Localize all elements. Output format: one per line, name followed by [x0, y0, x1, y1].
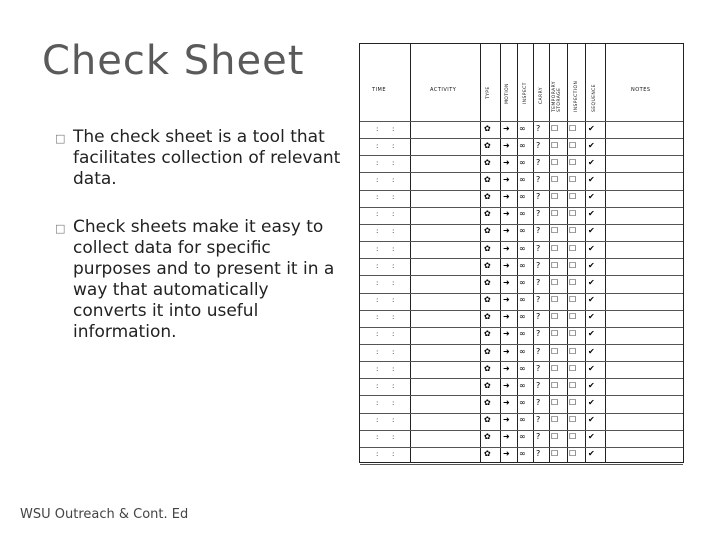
box2-checkbox-icon[interactable]: ☐: [569, 346, 577, 356]
time-colon-hour[interactable]: :: [376, 347, 379, 356]
box2-checkbox-icon[interactable]: ☐: [569, 432, 577, 442]
grid-column-line: [500, 44, 501, 462]
operation-checkbox-icon[interactable]: ✿: [484, 432, 491, 442]
box2-checkbox-icon[interactable]: ☐: [569, 277, 577, 287]
operation-checkbox-icon[interactable]: ✿: [484, 329, 491, 339]
bullet-text: Check sheets make it easy to collect data for specific purposes and to present it in a way that automatically converts it into useful information.: [73, 217, 335, 342]
time-colon-hour[interactable]: :: [376, 124, 379, 133]
square-bullet-icon: □: [55, 222, 66, 235]
check-checkbox-icon[interactable]: ✔: [588, 140, 595, 150]
operation-checkbox-icon[interactable]: ✿: [484, 346, 491, 356]
check-checkbox-icon[interactable]: ✔: [588, 209, 595, 219]
box1-checkbox-icon[interactable]: ☐: [551, 329, 559, 339]
time-colon-min[interactable]: :: [392, 364, 395, 373]
time-colon-hour[interactable]: :: [376, 296, 379, 305]
box1-checkbox-icon[interactable]: ☐: [551, 397, 559, 407]
bullet-item: [55, 127, 345, 190]
transport-checkbox-icon[interactable]: ➜: [503, 260, 510, 270]
header-time: TIME: [372, 87, 387, 93]
operation-checkbox-icon[interactable]: ✿: [484, 449, 491, 459]
box2-checkbox-icon[interactable]: ☐: [569, 243, 577, 253]
page-title: Check Sheet: [42, 38, 305, 84]
delay-checkbox-icon[interactable]: ∞: [519, 415, 526, 425]
time-colon-min[interactable]: :: [392, 330, 395, 339]
transport-checkbox-icon[interactable]: ➜: [503, 209, 510, 219]
footer-text: WSU Outreach & Cont. Ed: [20, 507, 189, 522]
grid-column-line: [605, 44, 606, 462]
time-colon-min[interactable]: :: [392, 227, 395, 236]
time-colon-min[interactable]: :: [392, 416, 395, 425]
grid-row-line: [360, 447, 683, 448]
time-colon-hour[interactable]: :: [376, 261, 379, 270]
time-colon-min[interactable]: :: [392, 313, 395, 322]
box1-checkbox-icon[interactable]: ☐: [551, 380, 559, 390]
grid-row-line: [360, 241, 683, 242]
operation-checkbox-icon[interactable]: ✿: [484, 157, 491, 167]
box1-checkbox-icon[interactable]: ☐: [551, 346, 559, 356]
box2-checkbox-icon[interactable]: ☐: [569, 380, 577, 390]
question-checkbox-icon[interactable]: ?: [536, 363, 541, 373]
time-colon-min[interactable]: :: [392, 244, 395, 253]
transport-checkbox-icon[interactable]: ➜: [503, 449, 510, 459]
grid-column-line: [410, 44, 411, 462]
time-colon-hour[interactable]: :: [376, 313, 379, 322]
transport-checkbox-icon[interactable]: ➜: [503, 277, 510, 287]
check-checkbox-icon[interactable]: ✔: [588, 243, 595, 253]
check-checkbox-icon[interactable]: ✔: [588, 449, 595, 459]
time-colon-hour[interactable]: :: [376, 364, 379, 373]
delay-checkbox-icon[interactable]: ∞: [519, 157, 526, 167]
time-colon-hour[interactable]: :: [376, 416, 379, 425]
time-colon-hour[interactable]: :: [376, 158, 379, 167]
delay-checkbox-icon[interactable]: ∞: [519, 123, 526, 133]
grid-row-line: [360, 344, 683, 345]
delay-checkbox-icon[interactable]: ∞: [519, 260, 526, 270]
box1-checkbox-icon[interactable]: ☐: [551, 175, 559, 185]
check-checkbox-icon[interactable]: ✔: [588, 346, 595, 356]
operation-checkbox-icon[interactable]: ✿: [484, 277, 491, 287]
box1-checkbox-icon[interactable]: ☐: [551, 312, 559, 322]
check-checkbox-icon[interactable]: ✔: [588, 295, 595, 305]
operation-checkbox-icon[interactable]: ✿: [484, 243, 491, 253]
box1-checkbox-icon[interactable]: ☐: [551, 260, 559, 270]
transport-checkbox-icon[interactable]: ➜: [503, 123, 510, 133]
transport-checkbox-icon[interactable]: ➜: [503, 397, 510, 407]
box2-checkbox-icon[interactable]: ☐: [569, 260, 577, 270]
time-colon-min[interactable]: :: [392, 210, 395, 219]
time-colon-hour[interactable]: :: [376, 398, 379, 407]
time-colon-hour[interactable]: :: [376, 381, 379, 390]
time-colon-min[interactable]: :: [392, 278, 395, 287]
question-checkbox-icon[interactable]: ?: [536, 380, 541, 390]
time-colon-hour[interactable]: :: [376, 244, 379, 253]
box2-checkbox-icon[interactable]: ☐: [569, 295, 577, 305]
box2-checkbox-icon[interactable]: ☐: [569, 209, 577, 219]
operation-checkbox-icon[interactable]: ✿: [484, 123, 491, 133]
grid-row-line: [360, 464, 683, 465]
time-colon-min[interactable]: :: [392, 450, 395, 459]
time-colon-min[interactable]: :: [392, 347, 395, 356]
box2-checkbox-icon[interactable]: ☐: [569, 397, 577, 407]
header-sequence: SEQUENCE: [592, 84, 597, 112]
time-colon-hour[interactable]: :: [376, 330, 379, 339]
grid-column-line: [533, 44, 534, 462]
delay-checkbox-icon[interactable]: ∞: [519, 226, 526, 236]
grid-row-line: [360, 275, 683, 276]
question-checkbox-icon[interactable]: ?: [536, 260, 541, 270]
transport-checkbox-icon[interactable]: ➜: [503, 312, 510, 322]
header-inspect: INSPECT: [523, 82, 528, 104]
transport-checkbox-icon[interactable]: ➜: [503, 363, 510, 373]
question-checkbox-icon[interactable]: ?: [536, 226, 541, 236]
box1-checkbox-icon[interactable]: ☐: [551, 226, 559, 236]
delay-checkbox-icon[interactable]: ∞: [519, 312, 526, 322]
time-colon-hour[interactable]: :: [376, 278, 379, 287]
box1-checkbox-icon[interactable]: ☐: [551, 432, 559, 442]
box2-checkbox-icon[interactable]: ☐: [569, 192, 577, 202]
time-colon-min[interactable]: :: [392, 176, 395, 185]
box2-checkbox-icon[interactable]: ☐: [569, 415, 577, 425]
delay-checkbox-icon[interactable]: ∞: [519, 397, 526, 407]
delay-checkbox-icon[interactable]: ∞: [519, 329, 526, 339]
header-motion: MOTION: [505, 83, 510, 104]
transport-checkbox-icon[interactable]: ➜: [503, 295, 510, 305]
time-colon-hour[interactable]: :: [376, 210, 379, 219]
operation-checkbox-icon[interactable]: ✿: [484, 380, 491, 390]
time-colon-min[interactable]: :: [392, 261, 395, 270]
delay-checkbox-icon[interactable]: ∞: [519, 449, 526, 459]
grid-row-line: [360, 258, 683, 259]
transport-checkbox-icon[interactable]: ➜: [503, 192, 510, 202]
operation-checkbox-icon[interactable]: ✿: [484, 192, 491, 202]
check-checkbox-icon[interactable]: ✔: [588, 260, 595, 270]
box2-checkbox-icon[interactable]: ☐: [569, 175, 577, 185]
transport-checkbox-icon[interactable]: ➜: [503, 329, 510, 339]
delay-checkbox-icon[interactable]: ∞: [519, 432, 526, 442]
grid-row-line: [360, 430, 683, 431]
grid-row-line: [360, 413, 683, 414]
question-checkbox-icon[interactable]: ?: [536, 243, 541, 253]
check-checkbox-icon[interactable]: ✔: [588, 192, 595, 202]
box1-checkbox-icon[interactable]: ☐: [551, 363, 559, 373]
grid-row-line: [360, 172, 683, 173]
box1-checkbox-icon[interactable]: ☐: [551, 449, 559, 459]
transport-checkbox-icon[interactable]: ➜: [503, 157, 510, 167]
time-colon-hour[interactable]: :: [376, 227, 379, 236]
time-colon-min[interactable]: :: [392, 398, 395, 407]
operation-checkbox-icon[interactable]: ✿: [484, 295, 491, 305]
question-checkbox-icon[interactable]: ?: [536, 397, 541, 407]
check-checkbox-icon[interactable]: ✔: [588, 380, 595, 390]
check-checkbox-icon[interactable]: ✔: [588, 277, 595, 287]
question-checkbox-icon[interactable]: ?: [536, 312, 541, 322]
delay-checkbox-icon[interactable]: ∞: [519, 295, 526, 305]
grid-row-line: [360, 395, 683, 396]
box1-checkbox-icon[interactable]: ☐: [551, 157, 559, 167]
check-checkbox-icon[interactable]: ✔: [588, 415, 595, 425]
check-checkbox-icon[interactable]: ✔: [588, 123, 595, 133]
header-activity: ACTIVITY: [430, 87, 457, 93]
question-checkbox-icon[interactable]: ?: [536, 415, 541, 425]
box1-checkbox-icon[interactable]: ☐: [551, 209, 559, 219]
check-checkbox-icon[interactable]: ✔: [588, 329, 595, 339]
transport-checkbox-icon[interactable]: ➜: [503, 432, 510, 442]
time-colon-min[interactable]: :: [392, 141, 395, 150]
operation-checkbox-icon[interactable]: ✿: [484, 363, 491, 373]
question-checkbox-icon[interactable]: ?: [536, 140, 541, 150]
delay-checkbox-icon[interactable]: ∞: [519, 192, 526, 202]
operation-checkbox-icon[interactable]: ✿: [484, 397, 491, 407]
question-checkbox-icon[interactable]: ?: [536, 295, 541, 305]
question-checkbox-icon[interactable]: ?: [536, 192, 541, 202]
grid-row-line: [360, 207, 683, 208]
question-checkbox-icon[interactable]: ?: [536, 432, 541, 442]
box2-checkbox-icon[interactable]: ☐: [569, 329, 577, 339]
box1-checkbox-icon[interactable]: ☐: [551, 277, 559, 287]
check-checkbox-icon[interactable]: ✔: [588, 363, 595, 373]
check-checkbox-icon[interactable]: ✔: [588, 312, 595, 322]
transport-checkbox-icon[interactable]: ➜: [503, 243, 510, 253]
transport-checkbox-icon[interactable]: ➜: [503, 175, 510, 185]
delay-checkbox-icon[interactable]: ∞: [519, 175, 526, 185]
bullet-list: [55, 127, 345, 370]
transport-checkbox-icon[interactable]: ➜: [503, 380, 510, 390]
question-checkbox-icon[interactable]: ?: [536, 329, 541, 339]
grid-row-line: [360, 190, 683, 191]
operation-checkbox-icon[interactable]: ✿: [484, 415, 491, 425]
delay-checkbox-icon[interactable]: ∞: [519, 209, 526, 219]
delay-checkbox-icon[interactable]: ∞: [519, 380, 526, 390]
time-colon-min[interactable]: :: [392, 158, 395, 167]
check-checkbox-icon[interactable]: ✔: [588, 397, 595, 407]
operation-checkbox-icon[interactable]: ✿: [484, 226, 491, 236]
header-temporary-storage: TEMPORARY STORAGE: [552, 81, 562, 112]
question-checkbox-icon[interactable]: ?: [536, 277, 541, 287]
transport-checkbox-icon[interactable]: ➜: [503, 140, 510, 150]
operation-checkbox-icon[interactable]: ✿: [484, 209, 491, 219]
time-colon-hour[interactable]: :: [376, 450, 379, 459]
grid-column-line: [480, 44, 481, 462]
square-bullet-icon: □: [55, 132, 66, 145]
operation-checkbox-icon[interactable]: ✿: [484, 140, 491, 150]
delay-checkbox-icon[interactable]: ∞: [519, 277, 526, 287]
box2-checkbox-icon[interactable]: ☐: [569, 363, 577, 373]
delay-checkbox-icon[interactable]: ∞: [519, 363, 526, 373]
question-checkbox-icon[interactable]: ?: [536, 346, 541, 356]
question-checkbox-icon[interactable]: ?: [536, 175, 541, 185]
delay-checkbox-icon[interactable]: ∞: [519, 140, 526, 150]
question-checkbox-icon[interactable]: ?: [536, 123, 541, 133]
box2-checkbox-icon[interactable]: ☐: [569, 157, 577, 167]
check-checkbox-icon[interactable]: ✔: [588, 157, 595, 167]
check-sheet-form: [359, 43, 684, 463]
operation-checkbox-icon[interactable]: ✿: [484, 175, 491, 185]
box1-checkbox-icon[interactable]: ☐: [551, 243, 559, 253]
box2-checkbox-icon[interactable]: ☐: [569, 226, 577, 236]
grid-column-line: [549, 44, 550, 462]
transport-checkbox-icon[interactable]: ➜: [503, 346, 510, 356]
grid-row-line: [360, 293, 683, 294]
check-checkbox-icon[interactable]: ✔: [588, 175, 595, 185]
grid-column-line: [517, 44, 518, 462]
grid-row-line: [360, 224, 683, 225]
grid-row-line: [360, 155, 683, 156]
box2-checkbox-icon[interactable]: ☐: [569, 140, 577, 150]
grid-row-line: [360, 361, 683, 362]
transport-checkbox-icon[interactable]: ➜: [503, 226, 510, 236]
question-checkbox-icon[interactable]: ?: [536, 157, 541, 167]
header-inspection: INSPECTION: [574, 80, 579, 112]
grid-column-line: [585, 44, 586, 462]
box1-checkbox-icon[interactable]: ☐: [551, 295, 559, 305]
check-checkbox-icon[interactable]: ✔: [588, 226, 595, 236]
grid-row-line: [360, 327, 683, 328]
time-colon-hour[interactable]: :: [376, 176, 379, 185]
time-colon-hour[interactable]: :: [376, 141, 379, 150]
box2-checkbox-icon[interactable]: ☐: [569, 312, 577, 322]
operation-checkbox-icon[interactable]: ✿: [484, 260, 491, 270]
transport-checkbox-icon[interactable]: ➜: [503, 415, 510, 425]
box1-checkbox-icon[interactable]: ☐: [551, 192, 559, 202]
grid-row-line: [360, 310, 683, 311]
box2-checkbox-icon[interactable]: ☐: [569, 123, 577, 133]
box1-checkbox-icon[interactable]: ☐: [551, 140, 559, 150]
time-colon-min[interactable]: :: [392, 381, 395, 390]
grid-column-line: [567, 44, 568, 462]
time-colon-hour[interactable]: :: [376, 433, 379, 442]
box1-checkbox-icon[interactable]: ☐: [551, 123, 559, 133]
grid-row-line: [360, 378, 683, 379]
question-checkbox-icon[interactable]: ?: [536, 209, 541, 219]
bullet-text: The check sheet is a tool that facilitates collection of relevant data.: [73, 127, 341, 189]
header-carry: CARRY: [539, 87, 544, 104]
delay-checkbox-icon[interactable]: ∞: [519, 243, 526, 253]
grid-row-line: [360, 138, 683, 139]
box1-checkbox-icon[interactable]: ☐: [551, 415, 559, 425]
operation-checkbox-icon[interactable]: ✿: [484, 312, 491, 322]
header-notes: NOTES: [631, 87, 651, 93]
time-colon-min[interactable]: :: [392, 296, 395, 305]
header-type: TYPE: [486, 86, 491, 99]
bullet-item: [55, 217, 345, 343]
question-checkbox-icon[interactable]: ?: [536, 449, 541, 459]
time-colon-hour[interactable]: :: [376, 193, 379, 202]
check-checkbox-icon[interactable]: ✔: [588, 432, 595, 442]
delay-checkbox-icon[interactable]: ∞: [519, 346, 526, 356]
box2-checkbox-icon[interactable]: ☐: [569, 449, 577, 459]
time-colon-min[interactable]: :: [392, 124, 395, 133]
time-colon-min[interactable]: :: [392, 193, 395, 202]
time-colon-min[interactable]: :: [392, 433, 395, 442]
grid-row-line: [360, 121, 683, 122]
